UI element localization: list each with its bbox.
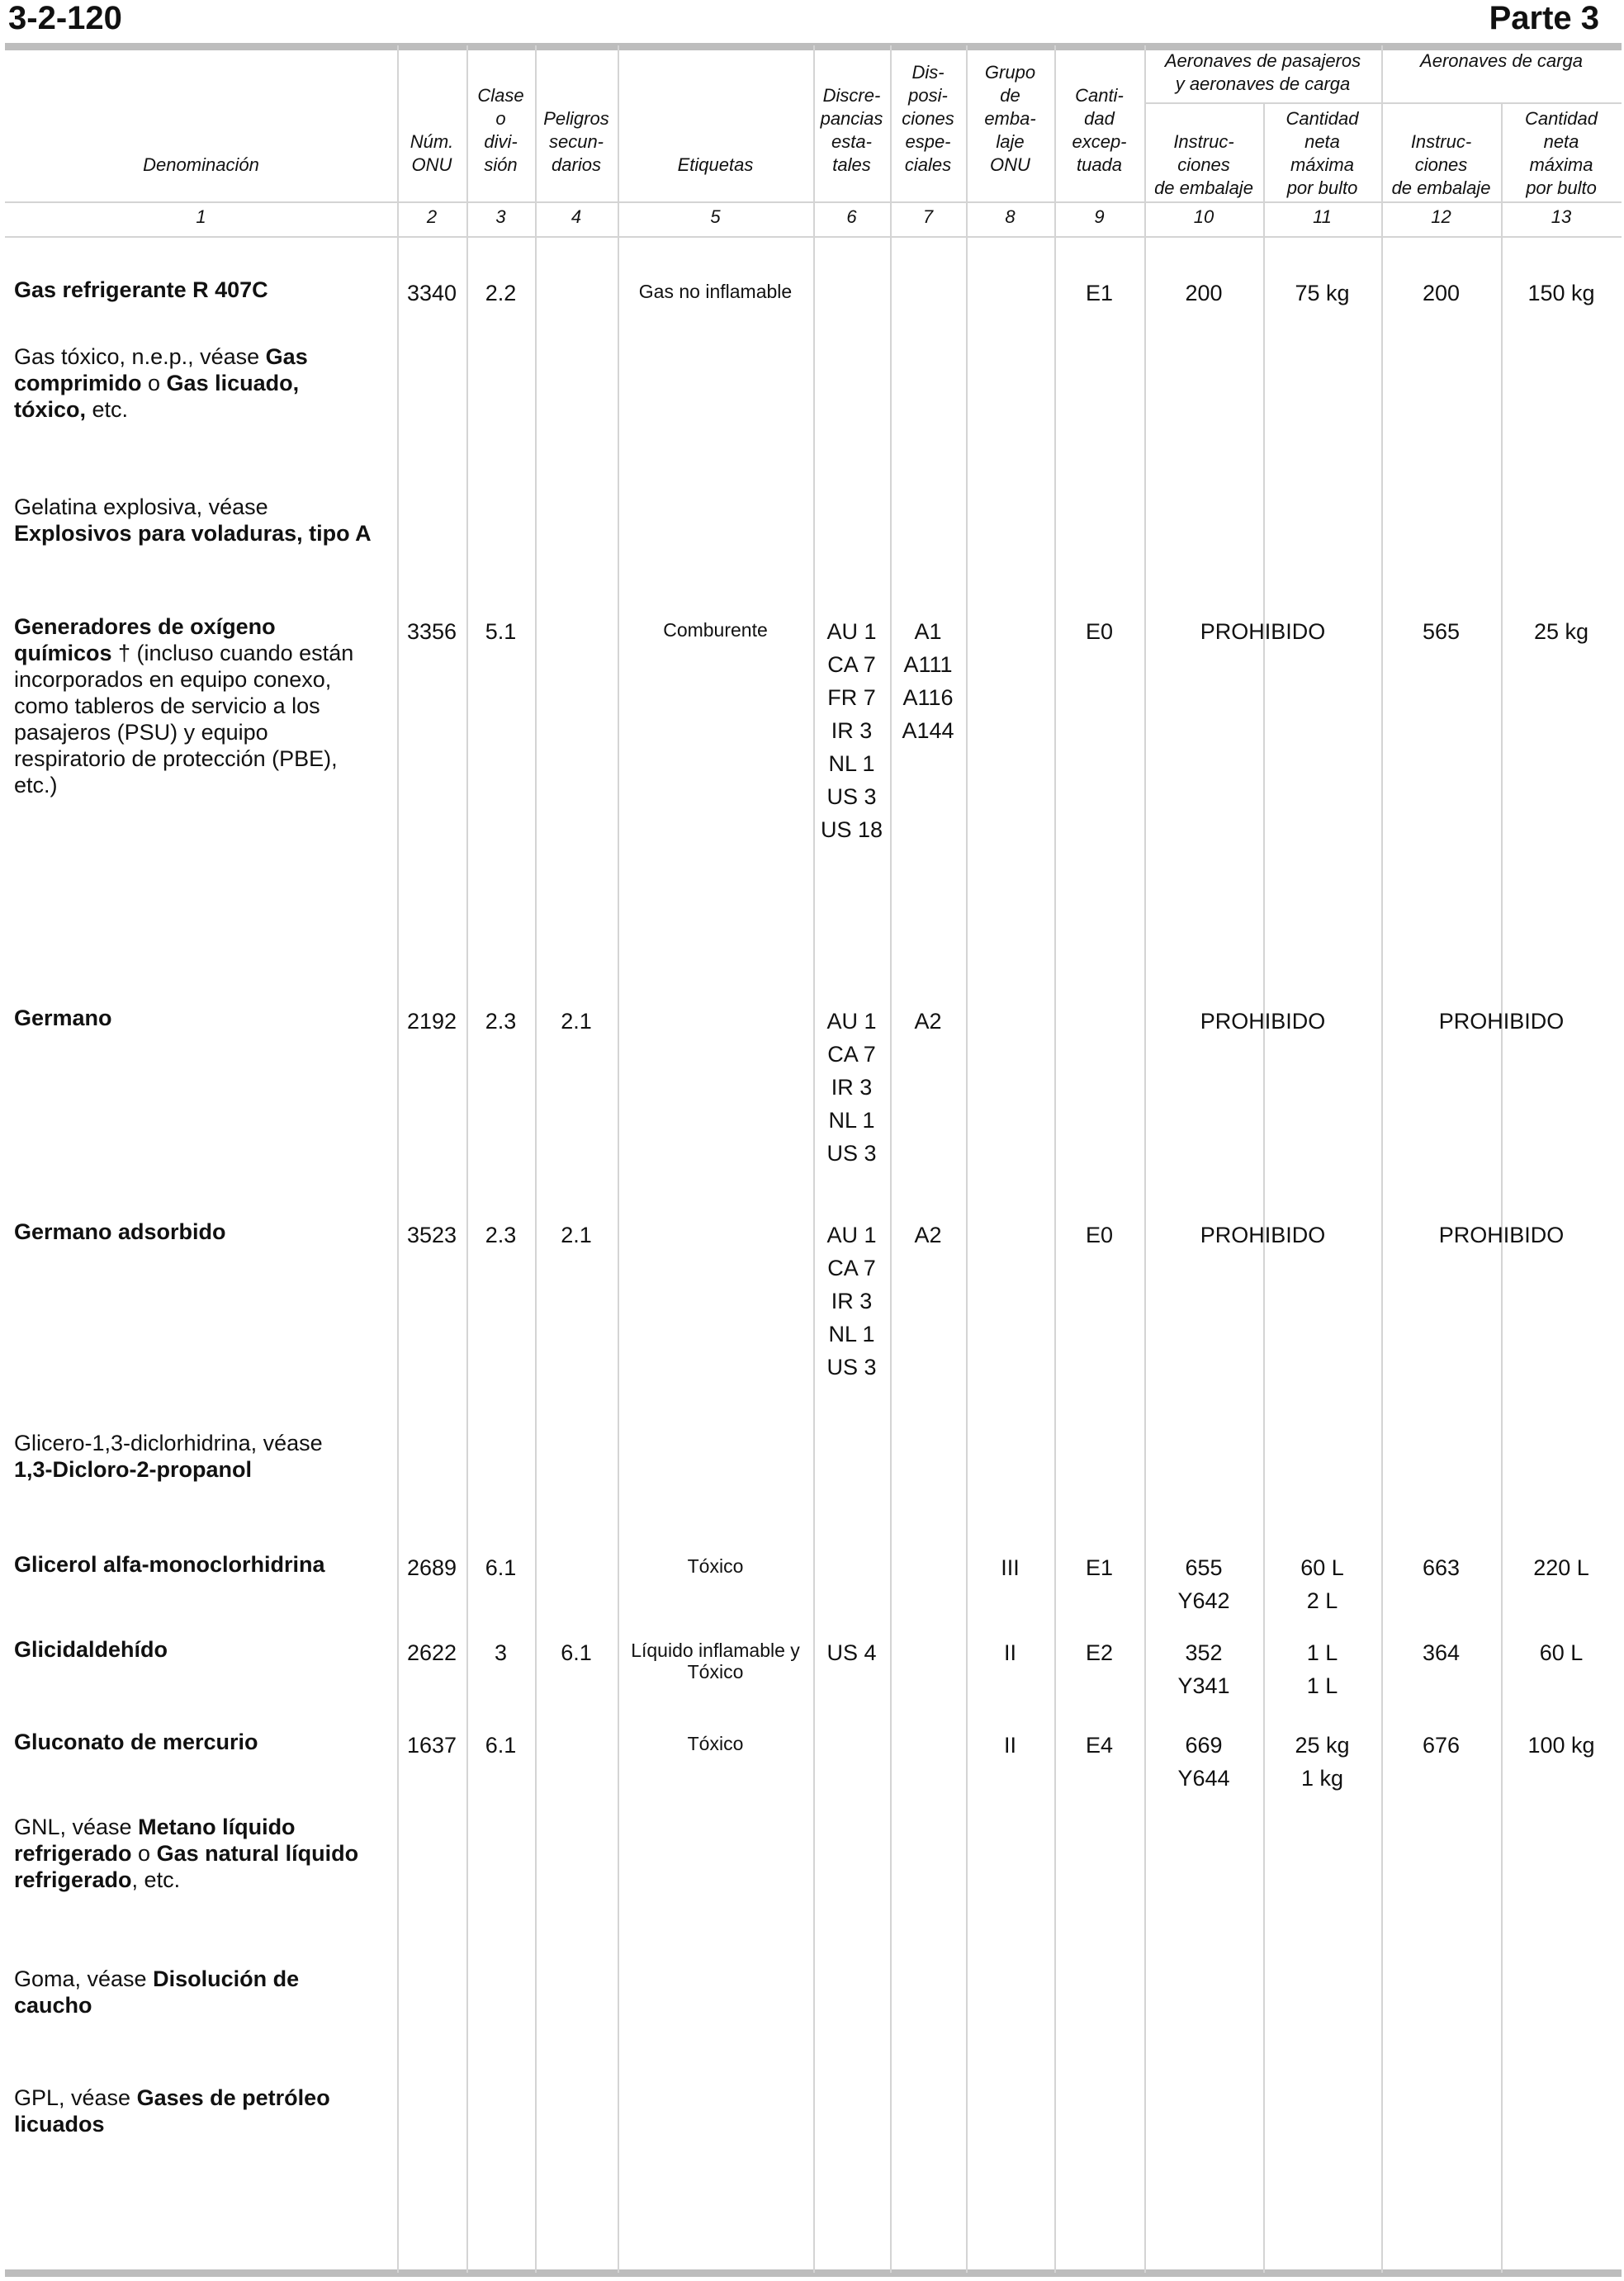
un-number: 3523 xyxy=(406,1223,457,1247)
column-divider xyxy=(397,45,399,2273)
header-cantidad-cao: Cantidad neta máxima por bulto xyxy=(1524,108,1598,198)
special-provisions: A2 xyxy=(914,1009,942,1034)
header-rule xyxy=(5,201,1622,203)
max-quantity-cao: 25 kg xyxy=(1533,619,1589,644)
packing-group: II xyxy=(1003,1640,1016,1665)
column-divider xyxy=(1501,104,1503,2273)
hazard-label: Tóxico xyxy=(687,1555,744,1577)
excepted-quantity: E0 xyxy=(1085,1223,1114,1247)
excepted-quantity: E0 xyxy=(1085,619,1114,644)
column-number: 6 xyxy=(846,206,857,227)
class-division: 5.1 xyxy=(485,619,517,644)
column-divider xyxy=(1144,45,1146,2273)
max-quantity-cao: 220 L xyxy=(1533,1555,1589,1580)
packing-group: III xyxy=(1001,1555,1020,1580)
subsidiary-hazard: 6.1 xyxy=(561,1640,592,1665)
subsidiary-hazard: 2.1 xyxy=(561,1223,592,1247)
column-number: 12 xyxy=(1431,206,1451,227)
subsidiary-hazard: 2.1 xyxy=(561,1009,592,1034)
header-discrepancias: Discre- pancias esta- tales xyxy=(820,85,883,175)
column-divider xyxy=(966,45,968,2273)
packing-instruction-cao: 565 xyxy=(1422,619,1461,644)
header-etiquetas: Etiquetas xyxy=(677,154,754,175)
entry-name: Germano xyxy=(14,1006,112,1030)
entry-name: Gluconato de mercurio xyxy=(14,1730,258,1754)
hazard-label: Tóxico xyxy=(687,1733,744,1754)
un-number: 2622 xyxy=(406,1640,457,1665)
special-provisions: A1 A111 A116 A144 xyxy=(902,619,954,743)
prohibited-cao: PROHIBIDO xyxy=(1438,1223,1565,1247)
class-division: 3 xyxy=(494,1640,508,1665)
class-division: 2.3 xyxy=(485,1009,517,1034)
header-cantidad-exceptuada: Canti- dad excep- tuada xyxy=(1072,85,1127,175)
un-number: 1637 xyxy=(406,1733,457,1758)
packing-instruction-cao: 676 xyxy=(1422,1733,1461,1758)
column-divider xyxy=(466,45,468,2273)
packing-instruction-pax: 200 xyxy=(1185,281,1223,305)
entry-name: Germano adsorbido xyxy=(14,1219,226,1244)
header-cantidad-pax: Cantidad neta máxima por bulto xyxy=(1285,108,1359,198)
entry-name: Glicidaldehído xyxy=(14,1637,168,1662)
packing-instruction-pax: 655 Y642 xyxy=(1177,1555,1230,1613)
excepted-quantity: E4 xyxy=(1085,1733,1114,1758)
max-quantity-pax: 1 L 1 L xyxy=(1306,1640,1338,1698)
packing-instruction-cao: 200 xyxy=(1422,281,1461,305)
un-number: 3340 xyxy=(406,281,457,305)
excepted-quantity: E1 xyxy=(1085,281,1114,305)
header-num-onu: Núm. ONU xyxy=(410,131,454,175)
header-peligros: Peligros secun- darios xyxy=(543,108,609,175)
un-number: 2192 xyxy=(406,1009,457,1034)
max-quantity-cao: 150 kg xyxy=(1527,281,1595,305)
entry-name: Glicerol alfa-monoclorhidrina xyxy=(14,1552,325,1577)
cross-reference-entry: Gelatina explosiva, véase Explosivos para voladuras, tipo A xyxy=(14,495,372,546)
column-divider xyxy=(890,45,892,2273)
un-number: 3356 xyxy=(406,619,457,644)
page-number: 3-2-120 xyxy=(8,0,122,36)
column-divider xyxy=(1054,45,1056,2273)
column-number: 13 xyxy=(1551,206,1572,227)
header-group-carga: Aeronaves de carga xyxy=(1420,50,1583,71)
column-number: 3 xyxy=(495,206,506,227)
header-disposiciones: Dis- posi- ciones espe- ciales xyxy=(902,62,954,175)
prohibited-cao: PROHIBIDO xyxy=(1438,1009,1565,1034)
cross-reference-entry: Gas tóxico, n.e.p., véase Gas comprimido o Gas licuado, tóxico, etc. xyxy=(14,344,308,422)
excepted-quantity: E1 xyxy=(1085,1555,1114,1580)
column-divider xyxy=(618,45,619,2273)
class-division: 6.1 xyxy=(485,1555,517,1580)
column-number: 5 xyxy=(710,206,721,227)
prohibited-pax: PROHIBIDO xyxy=(1200,619,1326,644)
packing-instruction-cao: 364 xyxy=(1422,1640,1461,1665)
column-number: 4 xyxy=(571,206,582,227)
column-divider xyxy=(1263,104,1265,2273)
max-quantity-cao: 60 L xyxy=(1539,1640,1584,1665)
un-number: 2689 xyxy=(406,1555,457,1580)
column-number: 11 xyxy=(1313,206,1332,227)
max-quantity-cao: 100 kg xyxy=(1527,1733,1595,1758)
max-quantity-pax: 60 L 2 L xyxy=(1300,1555,1344,1613)
hazard-label: Líquido inflamable y Tóxico xyxy=(631,1640,800,1682)
header-group-pasajeros: Aeronaves de pasajeros y aeronaves de carga xyxy=(1164,50,1361,94)
cross-reference-entry: GPL, véase Gases de petróleo licuados xyxy=(14,2085,330,2137)
header-denominacion: Denominación xyxy=(143,154,259,175)
column-number: 1 xyxy=(196,206,206,227)
header-instrucciones-cao: Instruc- ciones de embalaje xyxy=(1391,131,1491,198)
column-divider xyxy=(535,45,537,2273)
column-divider xyxy=(1381,45,1383,2273)
max-quantity-pax: 25 kg 1 kg xyxy=(1295,1733,1350,1791)
part-title: Parte 3 xyxy=(1489,0,1599,36)
state-variations: AU 1 CA 7 FR 7 IR 3 NL 1 US 3 US 18 xyxy=(820,619,883,842)
column-number: 8 xyxy=(1005,206,1016,227)
class-division: 6.1 xyxy=(485,1733,517,1758)
max-quantity-pax: 75 kg xyxy=(1295,281,1350,305)
prohibited-pax: PROHIBIDO xyxy=(1200,1009,1326,1034)
state-variations: US 4 xyxy=(826,1640,877,1665)
entry-name: Generadores de oxígeno químicos † (incluso cuando están incorporados en equipo conexo, como tableros de servicio a los pasajeros (PSU) y equipo respiratorio de protección (PBE), etc.) xyxy=(14,614,354,797)
cross-reference-entry: Glicero-1,3-diclorhidrina, véase 1,3-Dicloro-2-propanol xyxy=(14,1431,323,1482)
class-division: 2.3 xyxy=(485,1223,517,1247)
entry-name: Gas refrigerante R 407C xyxy=(14,277,268,302)
column-number: 2 xyxy=(426,206,438,227)
special-provisions: A2 xyxy=(914,1223,942,1247)
column-number: 9 xyxy=(1094,206,1105,227)
excepted-quantity: E2 xyxy=(1085,1640,1114,1665)
column-number-rule xyxy=(5,236,1622,238)
state-variations: AU 1 CA 7 IR 3 NL 1 US 3 xyxy=(826,1223,877,1379)
header-grupo: Grupo de emba- laje ONU xyxy=(984,62,1036,175)
packing-instruction-pax: 669 Y644 xyxy=(1177,1733,1230,1791)
packing-instruction-pax: 352 Y341 xyxy=(1177,1640,1230,1698)
cross-reference-entry: GNL, véase Metano líquido refrigerado o Gas natural líquido refrigerado, etc. xyxy=(14,1815,359,1892)
state-variations: AU 1 CA 7 IR 3 NL 1 US 3 xyxy=(826,1009,877,1166)
header-clase: Clase o divi- sión xyxy=(477,85,524,175)
packing-group: II xyxy=(1003,1733,1016,1758)
packing-instruction-cao: 663 xyxy=(1422,1555,1461,1580)
cross-reference-entry: Goma, véase Disolución de caucho xyxy=(14,1966,300,2018)
group-header-rule xyxy=(1144,102,1622,104)
column-number: 7 xyxy=(922,206,934,227)
hazard-label: Gas no inflamable xyxy=(638,281,793,302)
header-instrucciones-pax: Instruc- ciones de embalaje xyxy=(1154,131,1253,198)
prohibited-pax: PROHIBIDO xyxy=(1200,1223,1326,1247)
column-number: 10 xyxy=(1193,206,1214,227)
hazard-label: Comburente xyxy=(663,619,768,641)
class-division: 2.2 xyxy=(485,281,517,305)
